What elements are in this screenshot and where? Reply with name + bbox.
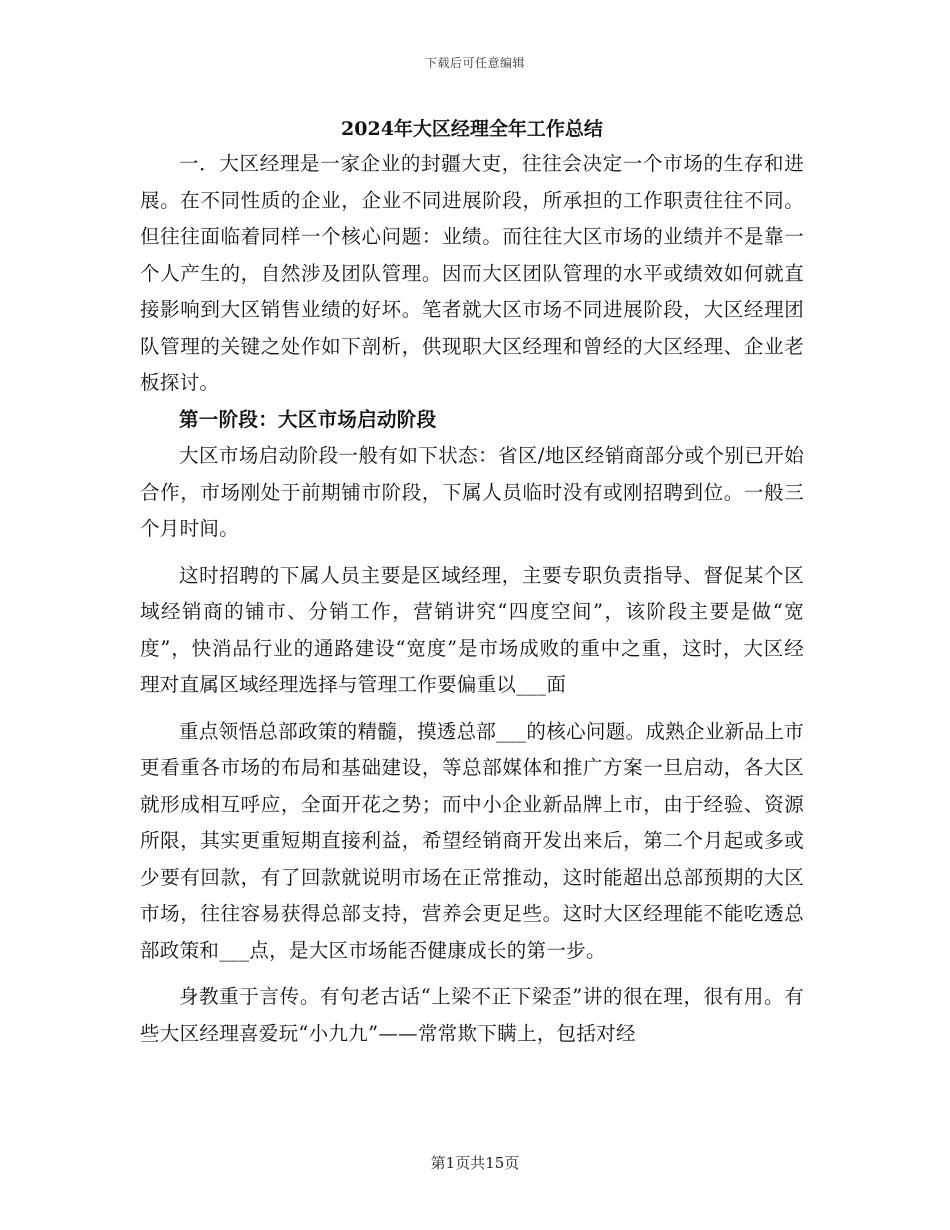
document-body xyxy=(140,112,804,1052)
header-note: 下载后可任意编辑 xyxy=(424,56,525,70)
page-footer: 第1页共15页 xyxy=(430,1154,520,1172)
section-heading-stage-one: 第一阶段：大区市场启动阶段 xyxy=(179,407,437,431)
paragraph-intro: 一．大区经理是一家企业的封疆大吏，往往会决定一个市场的生存和进展。在不同性质的企业，企业不同进展阶段，所承担的工作职责往往不同。但往往面临着同样一个核心问题：业绩。而往往大区市场的业绩并不是靠一个人产生的，自然涉及团队管理。因而大区团队管理的水平或绩效如何就直接影响到大区销售业绩的好坏。笔者就大区市场不同进展阶段，大区经理团队管理的关键之处作如下剖析，供现职大区经理和曾经的大区经理、企业老板探讨。 xyxy=(140,152,804,394)
document-title: 2024年大区经理全年工作总结 xyxy=(341,118,603,140)
paragraph-lead-by-example: 身教重于言传。有句老古话“上梁不正下梁歪”讲的很在理，很有用。有些大区经理喜爱玩“小九九”——常常欺下瞒上，包括对经 xyxy=(140,985,804,1045)
paragraph-recruitment: 这时招聘的下属人员主要是区域经理，主要专职负责指导、督促某个区域经销商的铺市、分销工作，营销讲究“四度空间”，该阶段主要是做“宽度”，快消品行业的通路建设“宽度”是市场成败的重中之重，这时，大区经理对直属区域经理选择与管理工作要偏重以___面 xyxy=(140,563,804,696)
paragraph-stage-status: 大区市场启动阶段一般有如下状态：省区/地区经销商部分或个别已开始合作，市场刚处于前期铺市阶段，下属人员临时没有或刚招聘到位。一般三个月时间。 xyxy=(140,444,804,540)
paragraph-policy: 重点领悟总部政策的精髓，摸透总部___的核心问题。成熟企业新品上市更看重各市场的布局和基础建设，等总部媒体和推广方案一旦启动，各大区就形成相互呼应，全面开花之势；而中小企业新品牌上市，由于经验、资源所限，其实更重短期直接利益，希望经销商开发出来后，第二个月起或多或少要有回款，有了回款就说明市场在正常推动，这时能超出总部预期的大区市场，往往容易获得总部支持，营养会更足些。这时大区经理能不能吃透总部政策和___点，是大区市场能否健康成长的第一步。 xyxy=(140,719,804,962)
